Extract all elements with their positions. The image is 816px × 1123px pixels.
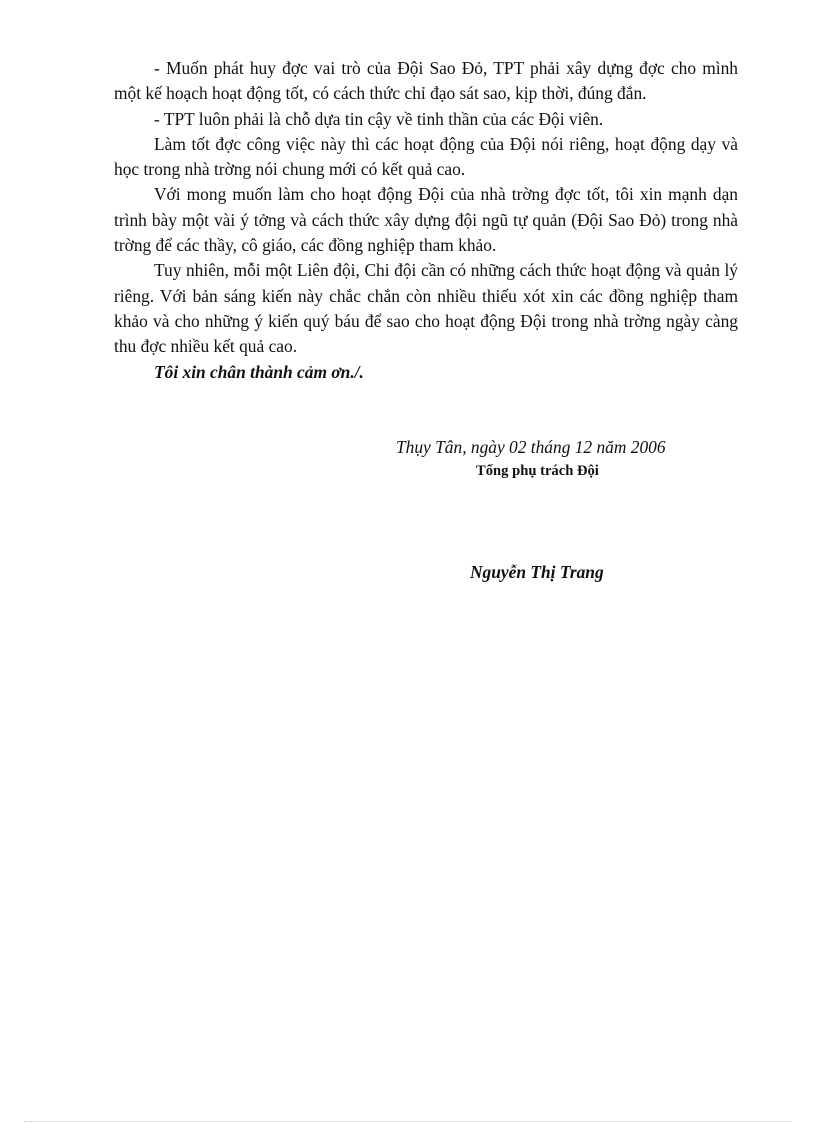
signer-name: Nguyễn Thị Trang — [470, 562, 604, 582]
paragraph-3: Làm tốt đợc công việc này thì các hoạt động của Đội nói riêng, hoạt động dạy và học trong nhà trờng nói chung mới có kết quả cao. — [114, 133, 738, 180]
paragraph-1: - Muốn phát huy đợc vai trò của Đội Sao Đỏ, TPT phải xây dựng đợc cho mình một kế hoạch hoạt động tốt, có cách thức chỉ đạo sát sao, kịp thời, đúng đắn. — [114, 58, 738, 104]
paragraph-2: - TPT luôn phải là chỗ dựa tin cậy về tinh thần của các Đội viên. — [154, 108, 604, 129]
body-text — [114, 56, 738, 385]
signer-role: Tổng phụ trách Đội — [476, 463, 599, 479]
paragraph-5: Tuy nhiên, mỗi một Liên đội, Chi đội cần có những cách thức hoạt động và quản lý riêng. Với bản sáng kiến này chắc chắn còn nhiều thiếu xót xin các đồng nghiệp tham khảo và cho những ý kiến quý báu để sao cho hoạt động Đội trong nhà trờng ngày càng thu đợc nhiều kết quả cao. — [114, 260, 738, 357]
paragraph-4: Với mong muốn làm cho hoạt động Đội của nhà trờng đợc tốt, tôi xin mạnh dạn trình bày một vài ý tởng và cách thức xây dựng đội ngũ tự quản (Đội Sao Đỏ) trong nhà trờng để các thầy, cô giáo, các đồng nghiệp tham khảo. — [114, 184, 738, 256]
closing-line: Tôi xin chân thành cảm ơn./. — [154, 361, 364, 382]
page-bottom-edge — [24, 1121, 792, 1122]
place-date: Thụy Tân, ngày 02 tháng 12 năm 2006 — [396, 437, 666, 457]
